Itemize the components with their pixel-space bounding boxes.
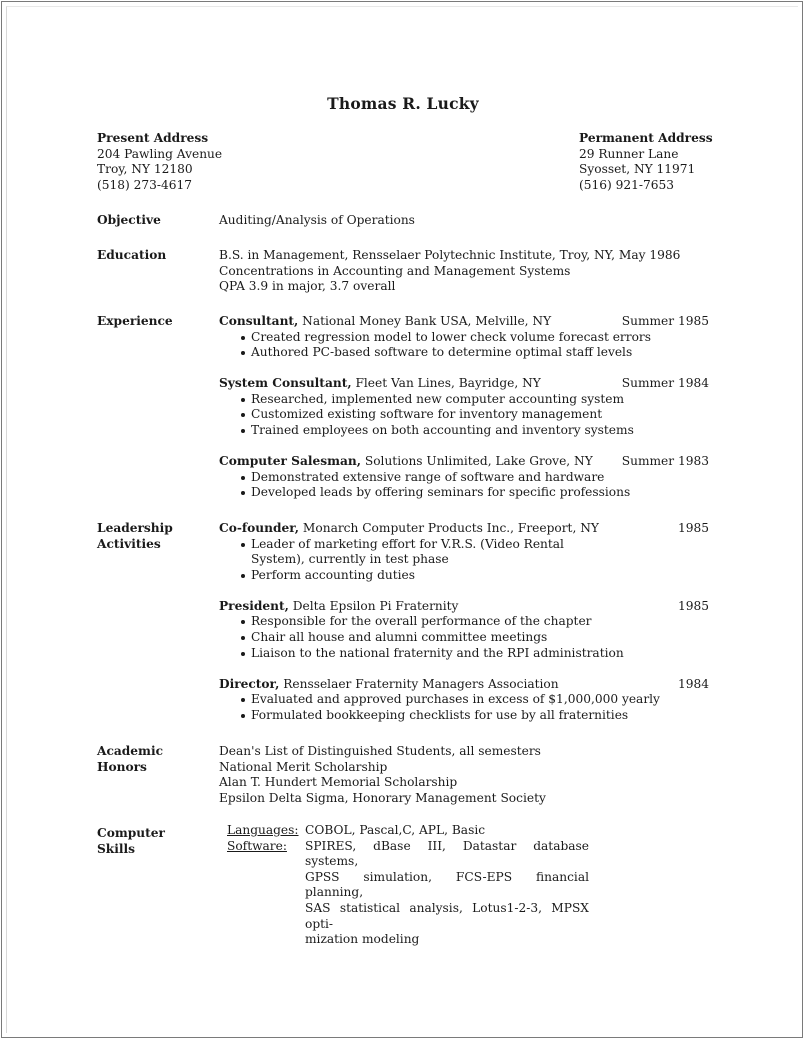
permanent-address-line1: 29 Runner Lane: [579, 146, 679, 161]
entry-bullets: [219, 692, 709, 723]
bullet-item: Demonstrated extensive range of software and hardware: [219, 470, 709, 486]
honor-item: National Merit Scholarship: [219, 759, 388, 774]
bullet-item: Researched, implemented new computer accounting system: [219, 392, 709, 408]
section-label-line: Skills: [97, 841, 135, 856]
experience-content: [219, 314, 709, 501]
skills-value-line: SPIRES, dBase III, Datastar database systems,: [305, 838, 589, 869]
skills-value-line: mization modeling: [305, 932, 420, 947]
entry-heading: [219, 677, 709, 693]
education-line: QPA 3.9 in major, 3.7 overall: [219, 279, 396, 294]
section-label-line: Leadership: [97, 521, 173, 535]
skills-value-line: GPSS simulation, FCS-EPS financial planning,: [305, 869, 589, 900]
section-label: Objective: [97, 213, 161, 227]
bullet-item: Developed leads by offering seminars for specific professions: [219, 485, 709, 501]
entry-heading: [219, 599, 709, 615]
bullet-item: Chair all house and alumni committee meetings: [219, 630, 709, 646]
resume-name: Thomas R. Lucky: [327, 94, 479, 113]
entry-date: 1985: [677, 521, 709, 535]
permanent-address-line2: Syosset, NY 11971: [579, 162, 696, 177]
entry-bullets: [219, 614, 709, 661]
bullet-item: Customized existing software for inventory management: [219, 407, 709, 423]
entry-role: Computer Salesman,: [219, 454, 361, 469]
section-label: [97, 521, 207, 552]
entry-org: Fleet Van Lines, Bayridge, NY: [351, 376, 541, 391]
entry-role: Director,: [219, 676, 280, 691]
honor-item: Epsilon Delta Sigma, Honorary Management Society: [219, 790, 546, 805]
section-label-line: Academic: [97, 744, 163, 758]
entry-date: 1985: [677, 598, 709, 613]
bullet-item: Created regression model to lower check volume forecast errors: [219, 330, 709, 346]
entry-org: Monarch Computer Products Inc., Freeport, NY: [299, 521, 599, 535]
present-address: [97, 131, 222, 193]
skills-key: Languages:: [227, 823, 299, 837]
entry-org: Delta Epsilon Pi Fraternity: [288, 598, 459, 613]
experience-entry: [219, 454, 709, 501]
present-address-line2: Troy, NY 12180: [97, 162, 193, 177]
education-line: B.S. in Management, Rensselaer Polytechnic Institute, Troy, NY, May 1986: [219, 248, 681, 262]
honor-item: Dean's List of Distinguished Students, all semesters: [219, 744, 541, 758]
section-label-line: Computer: [97, 826, 165, 840]
entry-date: 1984: [677, 676, 709, 691]
section-label-line: Activities: [97, 536, 161, 551]
present-address-title: Present Address: [97, 131, 209, 145]
entry-date: Summer 1985: [621, 314, 709, 328]
section-label-line: Honors: [97, 759, 147, 774]
skills-key: Software:: [227, 838, 287, 853]
bullet-item: Authored PC-based software to determine optimal staff levels: [219, 345, 709, 361]
entry-date: Summer 1984: [621, 376, 709, 391]
entry-role: President,: [219, 598, 289, 613]
present-address-phone: (518) 273-4617: [97, 177, 193, 192]
experience-entry: [219, 376, 709, 438]
section-label: Experience: [97, 314, 173, 328]
skills-value: COBOL, Pascal,C, APL, Basic: [305, 823, 486, 837]
education-content: [219, 248, 709, 295]
entry-org: Solutions Unlimited, Lake Grove, NY: [361, 454, 593, 469]
leadership-entry: [219, 677, 709, 724]
experience-entry: [219, 314, 709, 361]
leadership-entry: [219, 521, 709, 583]
honors-content: [219, 744, 709, 806]
entry-bullets: [219, 392, 709, 439]
bullet-item: Leader of marketing effort for V.R.S. (Video Rental System), currently in test phase: [219, 537, 609, 568]
bullet-item: Responsible for the overall performance of the chapter: [219, 614, 709, 630]
entry-bullets: [219, 330, 709, 361]
objective-text: Auditing/Analysis of Operations: [219, 213, 415, 227]
section-label: [97, 744, 207, 775]
education-line: Concentrations in Accounting and Management Systems: [219, 263, 571, 278]
honor-item: Alan T. Hundert Memorial Scholarship: [219, 775, 458, 790]
entry-role: Co-founder,: [219, 521, 300, 535]
bullet-item: Liaison to the national fraternity and the RPI administration: [219, 646, 709, 662]
entry-date: Summer 1983: [621, 454, 709, 469]
entry-role: Consultant,: [219, 314, 299, 328]
bullet-item: Trained employees on both accounting and inventory systems: [219, 423, 709, 439]
section-label: Education: [97, 248, 167, 262]
leadership-content: [219, 521, 709, 724]
skills-value-line: SAS statistical analysis, Lotus1-2-3, MPSX opti-: [305, 900, 589, 931]
permanent-address-phone: (516) 921-7653: [579, 177, 675, 192]
entry-org: Rensselaer Fraternity Managers Association: [279, 676, 559, 691]
entry-bullets: [219, 470, 709, 501]
bullet-item: Formulated bookkeeping checklists for use by all fraternities: [219, 708, 709, 724]
permanent-address: [579, 131, 713, 193]
permanent-address-title: Permanent Address: [579, 131, 713, 145]
bullet-item: Evaluated and approved purchases in excess of $1,000,000 yearly: [219, 692, 709, 708]
bullet-item: Perform accounting duties: [219, 568, 609, 584]
skills-value: [305, 839, 589, 948]
section-label: [97, 826, 207, 857]
entry-bullets: [219, 537, 609, 584]
entry-org: National Money Bank USA, Melville, NY: [298, 314, 552, 328]
present-address-line1: 204 Pawling Avenue: [97, 146, 223, 161]
entry-role: System Consultant,: [219, 376, 352, 391]
leadership-entry: [219, 599, 709, 661]
entry-heading: [219, 521, 709, 537]
